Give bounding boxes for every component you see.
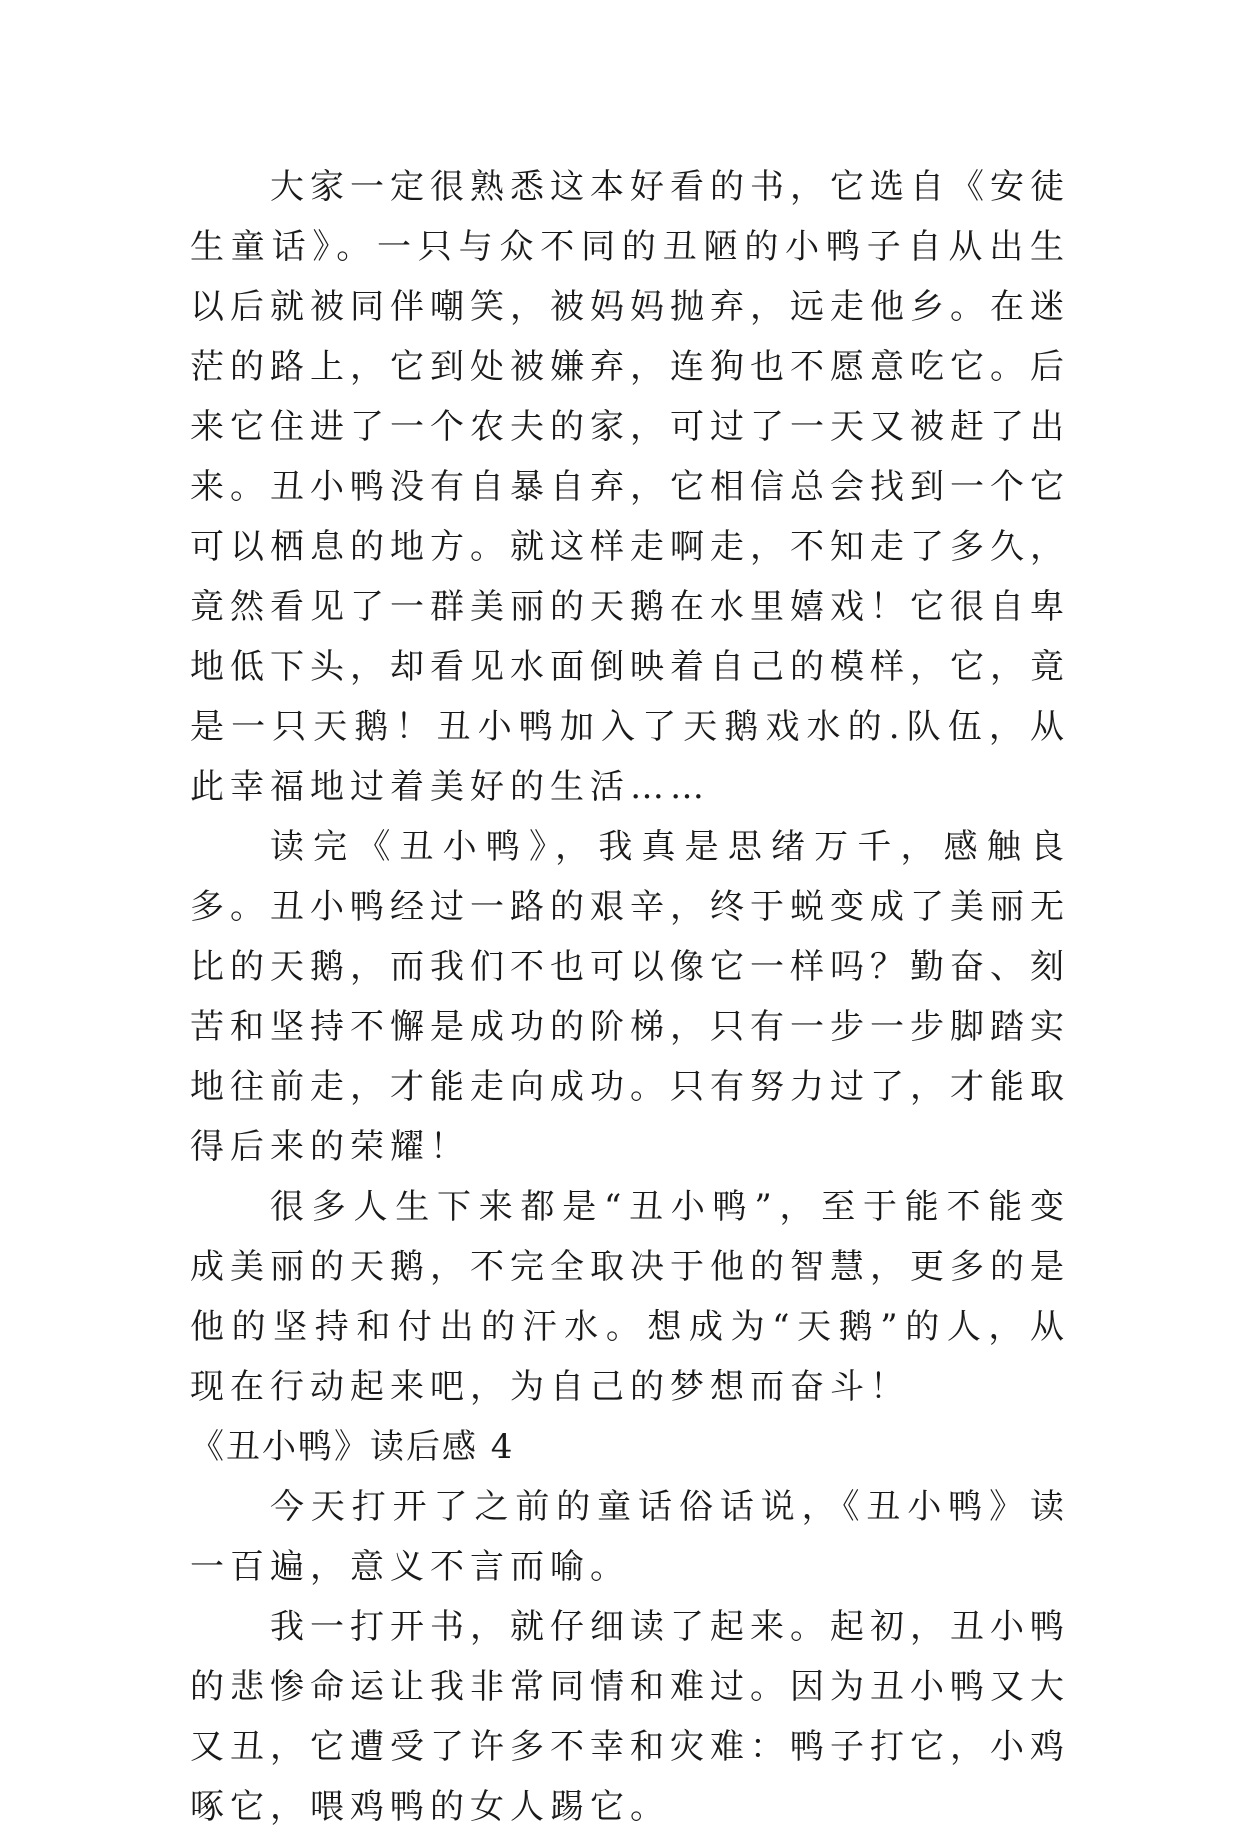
paragraph: 今天打开了之前的童话俗话说，《丑小鸭》读一百遍，意义不言而喻。 bbox=[190, 1487, 1070, 1587]
document-body bbox=[190, 157, 1070, 1837]
paragraph: 很多人生下来都是“丑小鸭”，至于能不能变成美丽的天鹅，不完全取决于他的智慧，更多的是他的坚持和付出的汗水。想成为“天鹅”的人，从现在行动起来吧，为自己的梦想而奋斗！ bbox=[190, 1187, 1070, 1407]
paragraph: 我一打开书，就仔细读了起来。起初，丑小鸭的悲惨命运让我非常同情和难过。因为丑小鸭又大又丑，它遭受了许多不幸和灾难：鸭子打它，小鸡啄它，喂鸡鸭的女人踢它。 bbox=[190, 1607, 1070, 1827]
paragraph: 读完《丑小鸭》，我真是思绪万千，感触良多。丑小鸭经过一路的艰辛，终于蜕变成了美丽无比的天鹅，而我们不也可以像它一样吗？勤奋、刻苦和坚持不懈是成功的阶梯，只有一步一步脚踏实地往前走，才能走向成功。只有努力过了，才能取得后来的荣耀！ bbox=[190, 827, 1070, 1167]
paragraph: 大家一定很熟悉这本好看的书，它选自《安徒生童话》。一只与众不同的丑陋的小鸭子自从出生以后就被同伴嘲笑，被妈妈抛弃，远走他乡。在迷茫的路上，它到处被嫌弃，连狗也不愿意吃它。后来它住进了一个农夫的家，可过了一天又被赶了出来。丑小鸭没有自暴自弃，它相信总会找到一个它可以栖息的地方。就这样走啊走，不知走了多久，竟然看见了一群美丽的天鹅在水里嬉戏！它很自卑地低下头，却看见水面倒映着自己的模样，它，竟是一只天鹅！丑小鸭加入了天鹅戏水的.队伍，从此幸福地过着美好的生活…… bbox=[190, 167, 1070, 807]
section-heading: 《丑小鸭》读后感 4 bbox=[190, 1427, 515, 1467]
